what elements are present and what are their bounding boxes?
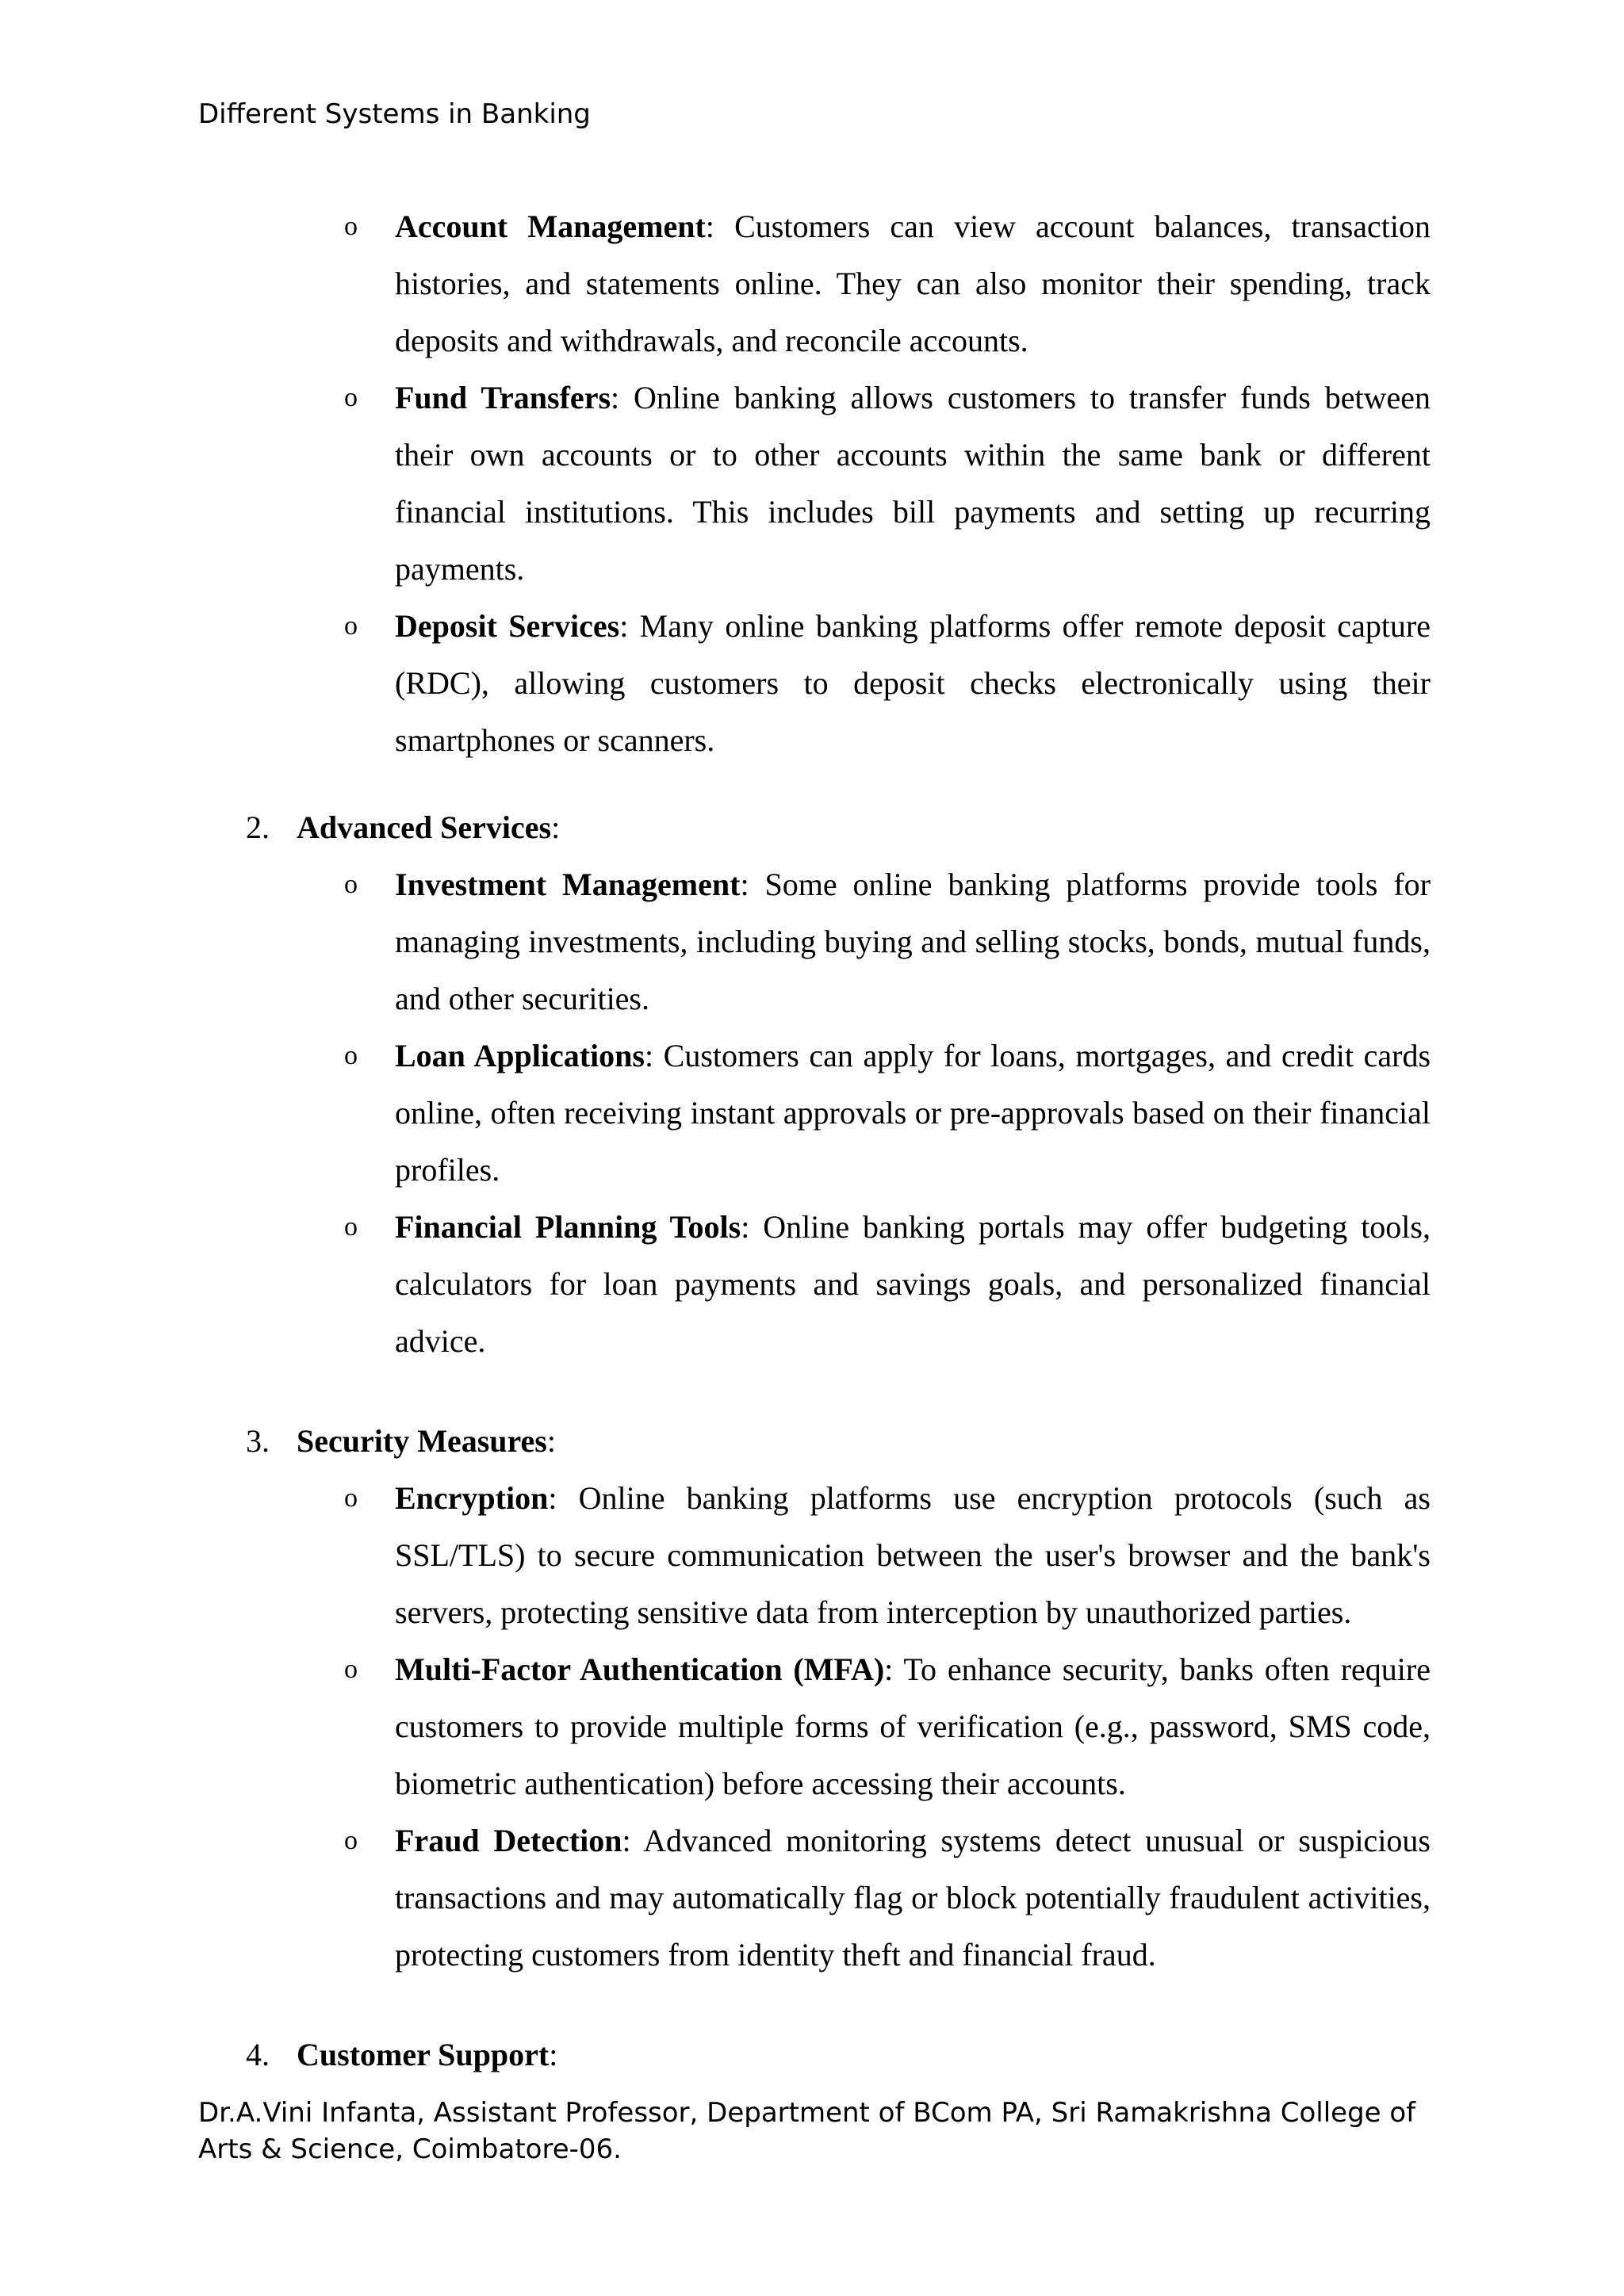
page-header: Different Systems in Banking: [198, 98, 591, 130]
item-text: : Online banking portals may offer budgeting tools, calculators for loan payments and savings goals, and personalized financial advice.: [395, 1209, 1431, 1359]
section-number: 3.: [246, 1423, 270, 1459]
section-heading: 4. Customer Support:: [246, 2026, 557, 2084]
item-text: : Customers can view account balances, transaction histories, and statements online. They can also monitor their spending, track deposits and withdrawals, and reconcile accounts.: [395, 209, 1431, 358]
item-text: : Online banking platforms use encryption protocols (such as SSL/TLS) to secure communication between the user's browser and the bank's servers, protecting sensitive data from interception by unauthorized parties.: [395, 1480, 1431, 1630]
bullet-marker: o: [344, 1826, 358, 1855]
bullet-marker: o: [344, 611, 358, 641]
bullet-marker: o: [344, 1655, 358, 1684]
bullet-marker: o: [344, 1483, 358, 1513]
bullet-marker: o: [344, 383, 358, 412]
section-number: 4.: [246, 2037, 270, 2072]
item-term: Deposit Services: [395, 608, 620, 644]
section-heading: 3. Security Measures:: [246, 1413, 556, 1470]
bullet-marker: o: [344, 212, 358, 241]
section-title: Security Measures: [297, 1423, 547, 1459]
section-number: 2.: [246, 809, 270, 845]
page-footer: Dr.A.Vini Infanta, Assistant Professor, Department of BCom PA, Sri Ramakrishna College of Arts & Science, Coimbatore-06.: [198, 2097, 1416, 2165]
bullet-marker: o: [344, 1212, 358, 1242]
item-term: Fraud Detection: [395, 1823, 622, 1858]
item-term: Loan Applications: [395, 1038, 645, 1073]
item-term: Investment Management: [395, 867, 741, 902]
section-title: Advanced Services: [297, 809, 552, 845]
item-term: Encryption: [395, 1480, 549, 1516]
item-text: : Online banking allows customers to transfer funds between their own accounts or to other accounts within the same bank or different financial institutions. This includes bill payments and setting up recurring payments.: [395, 380, 1431, 587]
item-term: Fund Transfers: [395, 380, 611, 415]
item-term: Account Management: [395, 209, 706, 244]
section-heading: 2. Advanced Services:: [246, 799, 560, 856]
item-text: : Advanced monitoring systems detect unusual or suspicious transactions and may automatically flag or block potentially fraudulent activities, protecting customers from identity theft and financial fraud.: [395, 1823, 1431, 1973]
item-term: Multi-Factor Authentication (MFA): [395, 1651, 885, 1687]
item-text: : Many online banking platforms offer remote deposit capture (RDC), allowing customers to deposit checks electronically using their smartphones or scanners.: [395, 608, 1431, 758]
item-text: : Some online banking platforms provide tools for managing investments, including buying and selling stocks, bonds, mutual funds, and other securities.: [395, 867, 1431, 1016]
bullet-marker: o: [344, 870, 358, 899]
item-text: : To enhance security, banks often require customers to provide multiple forms of verification (e.g., password, SMS code, biometric authentication) before accessing their accounts.: [395, 1651, 1431, 1801]
section-title: Customer Support: [297, 2037, 550, 2072]
item-term: Financial Planning Tools: [395, 1209, 741, 1245]
item-text: : Customers can apply for loans, mortgages, and credit cards online, often receiving instant approvals or pre-approvals based on their financial profiles.: [395, 1038, 1431, 1188]
bullet-marker: o: [344, 1041, 358, 1070]
